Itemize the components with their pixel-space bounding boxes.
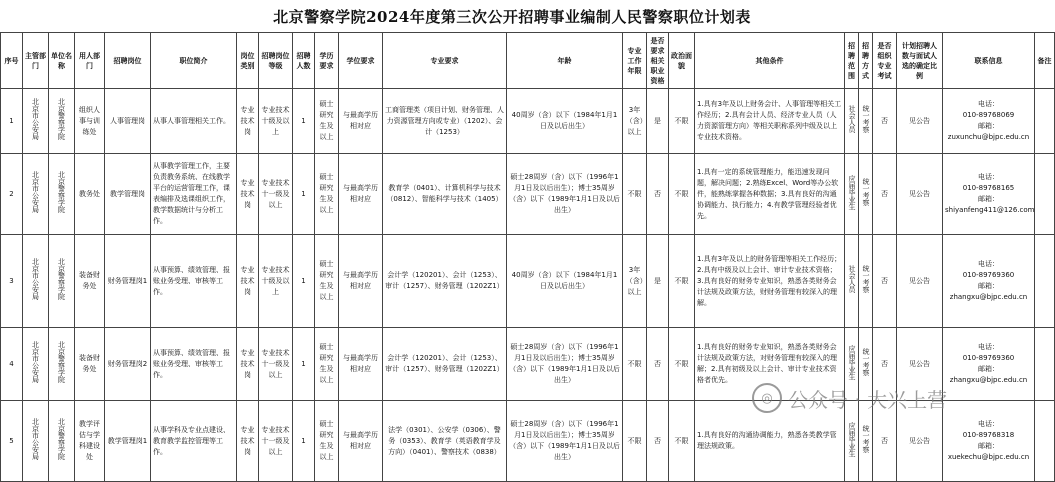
cell-dept: 北京市公安局: [23, 154, 49, 235]
cell-unit: 北京警察学院: [49, 401, 75, 482]
table-row: [1, 235, 1055, 328]
cell-contact: 电话： 010-89768069 邮箱： zuxunchu@bjpc.edu.cn: [943, 89, 1035, 154]
cell-user-dept: 装备财务处: [75, 328, 105, 401]
table-row: [1, 401, 1055, 482]
cell-user-dept: 组织人事与训练处: [75, 89, 105, 154]
cell-politics: 不限: [669, 235, 695, 328]
cell-contact: 电话： 010-89769360 邮箱： zhangxu@bjpc.edu.cn: [943, 328, 1035, 401]
table-row: [1, 89, 1055, 154]
cell-scope: 应届毕业生: [845, 401, 859, 482]
header-cell: 是否要求相关职业资格: [647, 33, 669, 89]
cell-count: 1: [293, 154, 315, 235]
cell-years: 不限: [623, 401, 647, 482]
header-cell: 备注: [1035, 33, 1055, 89]
header-cell: 序号: [1, 33, 23, 89]
cell-edu: 硕士研究生及以上: [315, 401, 339, 482]
header-cell: 招聘岗位: [105, 33, 151, 89]
table-row: [1, 328, 1055, 401]
header-cell: 是否组织专业考试: [873, 33, 897, 89]
cell-major: 法学（0301）、公安学（0306）、警务（0353）、教育学（英语教育学及方向）（0401）、警察技术（0838）: [383, 401, 507, 482]
cell-other: 1.具有3年及以上财务会计、人事管理等相关工作经历；2.具有会计人员、经济专业人员（人力资源管理方向）等相关职称系列中级及以上专业技术资格。: [695, 89, 845, 154]
cell-level: 专业技术十一级及以上: [259, 401, 293, 482]
cell-post: 人事管理岗: [105, 89, 151, 154]
cell-user-dept: 教学评估与学科建设处: [75, 401, 105, 482]
cell-other: 1.具有良好的财务专业知识，熟悉各类财务会计法规及政策方法，对财务管理有较深入的理解；2.具有初级及以上会计、审计专业技术资格者优先。: [695, 328, 845, 401]
cell-scope: 应届毕业生: [845, 154, 859, 235]
cell-user-dept: 教务处: [75, 154, 105, 235]
cell-age: 40周岁（含）以下（1984年1月1日及以后出生）: [507, 89, 623, 154]
cell-intro: 从事预算、绩效管理、报账业务受理、审核等工作。: [151, 328, 237, 401]
cell-post: 财务管理岗1: [105, 235, 151, 328]
cell-other: 1.具有一定的系统管理能力，能迅速发现问题，解决问题；2.熟练Excel、Word等办公软件，能熟练掌握各种数据；3.具有良好的沟通协调能力、执行能力；4.有教学管理经验者优先。: [695, 154, 845, 235]
cell-level: 专业技术十级及以上: [259, 235, 293, 328]
cell-post: 财务管理岗2: [105, 328, 151, 401]
cell-contact: 电话： 010-89768318 邮箱： xuekechu@bjpc.edu.cn: [943, 401, 1035, 482]
recruitment-plan-table: [0, 32, 1055, 482]
header-cell: 招聘岗位等级: [259, 33, 293, 89]
cell-method: 统一考察: [859, 235, 873, 328]
cell-no: 3: [1, 235, 23, 328]
cell-major: 教育学（0401）、计算机科学与技术（0812）、智能科学与技术（1405）: [383, 154, 507, 235]
cell-exam: 否: [873, 89, 897, 154]
cell-cert: 是: [647, 89, 669, 154]
header-cell: 招聘人数: [293, 33, 315, 89]
header-cell: 其他条件: [695, 33, 845, 89]
cell-note: [1035, 89, 1055, 154]
cell-exam: 否: [873, 401, 897, 482]
cell-scope: 社会人员: [845, 89, 859, 154]
header-cell: 招聘范围: [845, 33, 859, 89]
cell-other: 1.具有良好的沟通协调能力，熟悉各类教学管理法规政策。: [695, 401, 845, 482]
cell-level: 专业技术十一级及以上: [259, 328, 293, 401]
cell-dept: 北京市公安局: [23, 235, 49, 328]
cell-method: 统一考察: [859, 401, 873, 482]
header-cell: 岗位类别: [237, 33, 259, 89]
header-row: [1, 33, 1055, 89]
cell-edu: 硕士研究生及以上: [315, 328, 339, 401]
header-cell: 学位要求: [339, 33, 383, 89]
cell-unit: 北京警察学院: [49, 89, 75, 154]
watermark-text: 公众号 · 大兴上营: [788, 387, 948, 412]
cell-dept: 北京市公安局: [23, 401, 49, 482]
cell-contact: 电话： 010-89768165 邮箱： shiyanfeng411@126.com: [943, 154, 1035, 235]
cell-edu: 硕士研究生及以上: [315, 235, 339, 328]
header-cell: 政治面貌: [669, 33, 695, 89]
cell-scope: 社会人员: [845, 235, 859, 328]
cell-exam: 否: [873, 154, 897, 235]
cell-age: 硕士28周岁（含）以下（1996年1月1日及以后出生）；博士35周岁（含）以下（1989年1月1日及以后出生）: [507, 328, 623, 401]
cell-degree: 与最高学历相对应: [339, 89, 383, 154]
cell-edu: 硕士研究生及以上: [315, 89, 339, 154]
cell-ratio: 见公告: [897, 89, 943, 154]
cell-years: 3年（含）以上: [623, 235, 647, 328]
cell-politics: 不限: [669, 154, 695, 235]
cell-note: [1035, 235, 1055, 328]
cell-ratio: 见公告: [897, 328, 943, 401]
cell-count: 1: [293, 401, 315, 482]
cell-no: 2: [1, 154, 23, 235]
cell-years: 不限: [623, 154, 647, 235]
cell-exam: 否: [873, 235, 897, 328]
cell-edu: 硕士研究生及以上: [315, 154, 339, 235]
cell-ratio: 见公告: [897, 235, 943, 328]
cell-years: 3年（含）以上: [623, 89, 647, 154]
cell-politics: 不限: [669, 401, 695, 482]
cell-category: 专业技术岗: [237, 235, 259, 328]
cell-exam: 否: [873, 328, 897, 401]
cell-no: 4: [1, 328, 23, 401]
table-title: 北京警察学院2024年度第三次公开招聘事业编制人民警察职位计划表: [273, 7, 751, 26]
cell-major: 会计学（120201）、会计（1253）、审计（1257）、财务管理（1202Z1）: [383, 328, 507, 401]
cell-major: 会计学（120201）、会计（1253）、审计（1257）、财务管理（1202Z1）: [383, 235, 507, 328]
cell-ratio: 见公告: [897, 154, 943, 235]
cell-method: 统一考察: [859, 328, 873, 401]
cell-scope: 应届毕业生: [845, 328, 859, 401]
cell-unit: 北京警察学院: [49, 328, 75, 401]
cell-intro: 从事学科及专业点建设、教育教学监控管理等工作。: [151, 401, 237, 482]
header-cell: 专业工作年限: [623, 33, 647, 89]
cell-no: 5: [1, 401, 23, 482]
cell-politics: 不限: [669, 89, 695, 154]
cell-level: 专业技术十一级及以上: [259, 154, 293, 235]
header-cell: 专业要求: [383, 33, 507, 89]
cell-other: 1.具有3年及以上的财务管理等相关工作经历；2.具有中级及以上会计、审计专业技术资格；3.具有良好的财务专业知识，熟悉各类财务会计法规及政策方法，财财务管理有较深入的理解。: [695, 235, 845, 328]
header-cell: 职位简介: [151, 33, 237, 89]
cell-intro: 从事人事管理相关工作。: [151, 89, 237, 154]
cell-politics: 不限: [669, 328, 695, 401]
cell-note: [1035, 401, 1055, 482]
cell-category: 专业技术岗: [237, 154, 259, 235]
header-cell: 单位名称: [49, 33, 75, 89]
cell-method: 统一考察: [859, 89, 873, 154]
header-cell: 主管部门: [23, 33, 49, 89]
cell-degree: 与最高学历相对应: [339, 401, 383, 482]
cell-contact: 电话： 010-89769360 邮箱： zhangxu@bjpc.edu.cn: [943, 235, 1035, 328]
header-cell: 联系信息: [943, 33, 1035, 89]
header-cell: 学历要求: [315, 33, 339, 89]
cell-unit: 北京警察学院: [49, 154, 75, 235]
cell-user-dept: 装备财务处: [75, 235, 105, 328]
cell-category: 专业技术岗: [237, 401, 259, 482]
cell-note: [1035, 328, 1055, 401]
cell-post: 教学管理岗: [105, 154, 151, 235]
cell-cert: 否: [647, 401, 669, 482]
cell-note: [1035, 154, 1055, 235]
cell-category: 专业技术岗: [237, 328, 259, 401]
cell-cert: 是: [647, 235, 669, 328]
cell-unit: 北京警察学院: [49, 235, 75, 328]
cell-category: 专业技术岗: [237, 89, 259, 154]
cell-cert: 否: [647, 328, 669, 401]
cell-degree: 与最高学历相对应: [339, 328, 383, 401]
cell-dept: 北京市公安局: [23, 328, 49, 401]
cell-age: 硕士28周岁（含）以下（1996年1月1日及以后出生）；博士35周岁（含）以下（1989年1月1日及以后出生）: [507, 401, 623, 482]
cell-age: 硕士28周岁（含）以下（1996年1月1日及以后出生）；博士35周岁（含）以下（1989年1月1日及以后出生）: [507, 154, 623, 235]
cell-level: 专业技术十级及以上: [259, 89, 293, 154]
cell-count: 1: [293, 235, 315, 328]
cell-cert: 否: [647, 154, 669, 235]
cell-intro: 从事预算、绩效管理、报账业务受理、审核等工作。: [151, 235, 237, 328]
cell-degree: 与最高学历相对应: [339, 154, 383, 235]
cell-count: 1: [293, 89, 315, 154]
header-cell: 用人部门: [75, 33, 105, 89]
cell-method: 统一考察: [859, 154, 873, 235]
cell-post: 教学管理岗1: [105, 401, 151, 482]
header-cell: 年龄: [507, 33, 623, 89]
cell-ratio: 见公告: [897, 401, 943, 482]
cell-years: 不限: [623, 328, 647, 401]
cell-age: 40周岁（含）以下（1984年1月1日及以后出生）: [507, 235, 623, 328]
header-cell: 计划招聘人数与面试人选的确定比例: [897, 33, 943, 89]
wechat-icon: ◎: [752, 383, 782, 413]
header-cell: 招聘方式: [859, 33, 873, 89]
cell-major: 工商管理类（项目计划、财务管理、人力资源管理方向或专业）（1202）、会计（1253）: [383, 89, 507, 154]
cell-intro: 从事教学管理工作，主要负责教务系统、在线教学平台的运营管理工作，课表编排及选课组织工作，教学数据统计与分析工作。: [151, 154, 237, 235]
table-row: [1, 154, 1055, 235]
cell-count: 1: [293, 328, 315, 401]
cell-no: 1: [1, 89, 23, 154]
cell-dept: 北京市公安局: [23, 89, 49, 154]
cell-degree: 与最高学历相对应: [339, 235, 383, 328]
